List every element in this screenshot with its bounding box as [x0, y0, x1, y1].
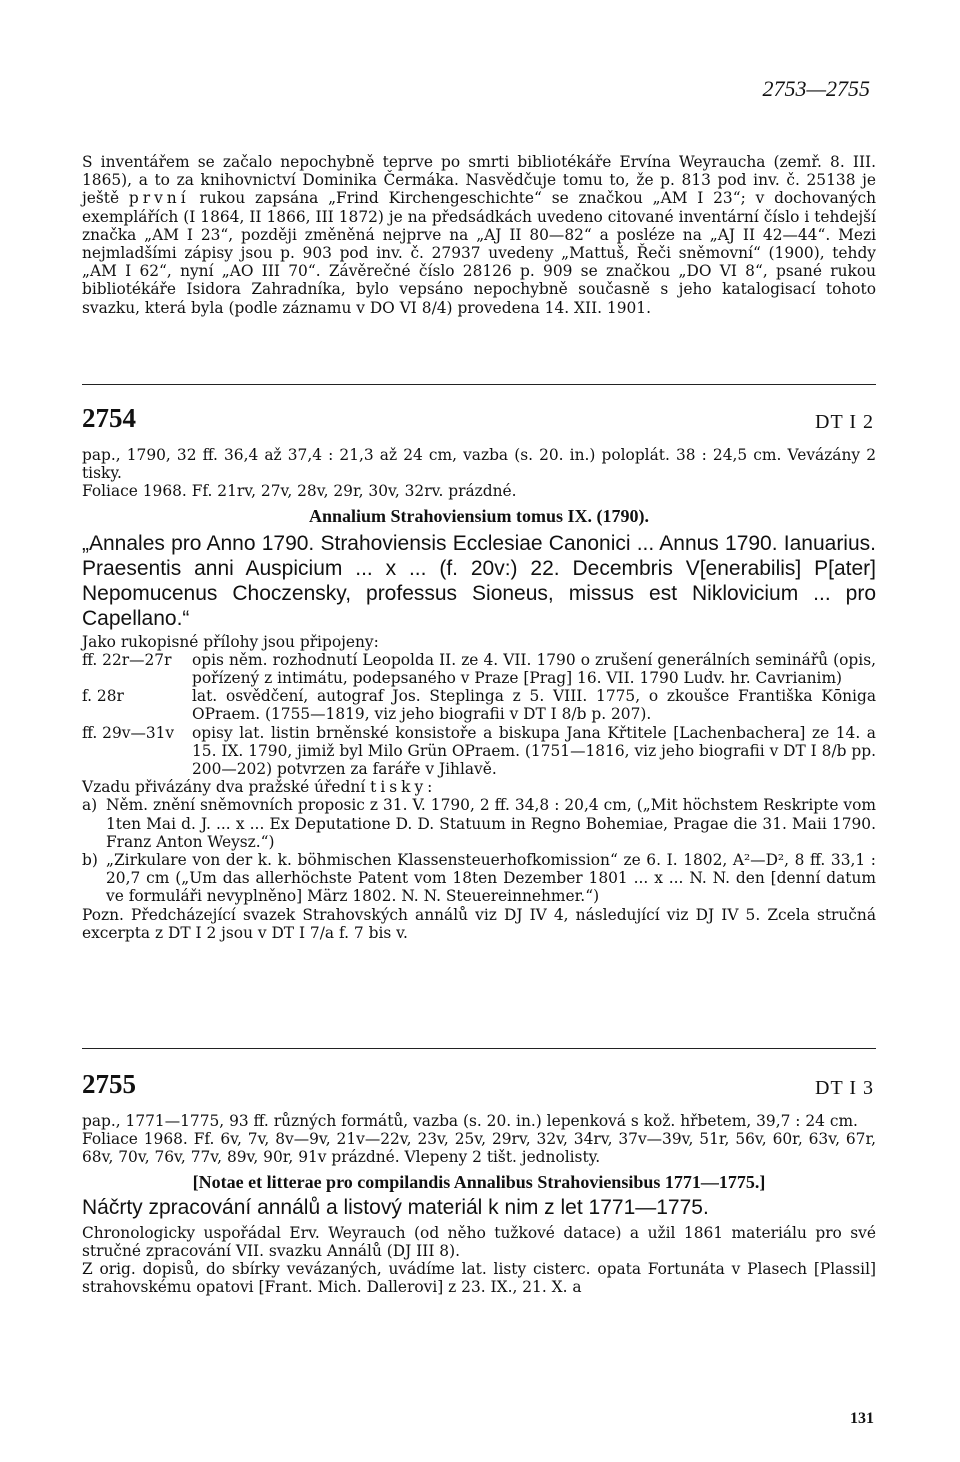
print-text: Něm. znění sněmovních proposic z 31. V. 1790, 2 ff. 34,8 : 20,4 cm, („Mit höchstem Reskripte vom 1ten Mai d. J. ... x ... Ex Deputatione D. D. Statuum in Regno Bohemiae, Pragae die 31. Maii 1790. Franz Anton Weysz.“): [106, 796, 876, 851]
attachment-text: lat. osvědčení, autograf Jos. Steplinga z 5. VIII. 1775, o zkoušce Františka Kōniga OPraem. (1755—1819, viz jeho biografii v DT I 8/b p. 207).: [192, 687, 876, 724]
attachment-label: f. 28r: [82, 687, 124, 706]
attachment-item: [82, 687, 876, 723]
print-item: [82, 796, 876, 851]
intro-text-b: rukou zapsána „Frind Kirchengeschichte“ se značkou „AM I 23“; v dochovaných exemplářích (I 1864, II 1866, III 1872) je na předsádkách uvedeno citované inventární číslo i tehdejší značka „AM I 23“, později změněná nejprve na „AJ II 80—82“ a posléze na „AJ II 42—44“. Mezi nejmladšími zápisy jsou p. 903 pod inv. č. 27937 uvedeny „Mattuš, Řeči sněmovní“ (1900), tehdy „AM I 62“, nyní „AO III 70“. Závěrečné číslo 28126 p. 909 se značkou „DO VI 8“, psané rukou bibliotékáře Isidora Zahradníka, bylo vepsáno nepochybně současně s jeho katalogisací tohoto svazku, která byla (podle záznamu v DO VI 8/4) provedena 14. XII. 1901.: [82, 189, 876, 317]
running-header: 2753—2755: [762, 76, 870, 101]
intro-spaced-word: první: [128, 189, 190, 208]
attachment-text: opis něm. rozhodnutí Leopolda II. ze 4. VII. 1790 o zrušení generálních seminářů (opis, pořízený z intimátu, podepsaného v Praze [Prag] 16. VII. 1790 Ludv. hr. Cavrianim): [192, 650, 876, 688]
entry-body-paragraph: Z orig. dopisů, do sbírky vevázaných, uvádíme lat. listy cisterc. opata Fortunáta v Plasech [Plassil] strahovskému opatovi [Frant. Mich. Dallerovi] z 23. IX., 21. X. a: [82, 1260, 876, 1297]
intro-text-a: S inventářem se začalo nepochybně teprve po smrti bibliotékáře Ervína Weyraucha (zemř. 8. III. 1865), a to za knihovnictví Dominika Čermáka. Nasvědčuje tomu to, že p. 813 pod inv. č. 25138 je ještě: [82, 153, 876, 208]
print-label: a): [82, 796, 98, 815]
print-label: b): [82, 851, 98, 870]
entry-signature: DT I 3: [815, 1077, 874, 1099]
entry-foliation: Foliace 1968. Ff. 6v, 7v, 8v—9v, 21v—22v, 23v, 25v, 29rv, 32v, 34rv, 37v—39v, 51r, 56v, 60r, 63v, 67r, 68v, 70v, 76v, 77v, 89v, 90r, 91v prázdné. Vlepeny 2 tišt. jednolisty.: [82, 1130, 876, 1167]
entry-title: [Notae et litterae pro compilandis Annalibus Strahoviensibus 1771—1775.]: [192, 1171, 766, 1192]
page-number: 131: [850, 1410, 874, 1427]
entry-heading: [82, 1066, 876, 1100]
intro-paragraph: [82, 153, 876, 317]
entry-number: 2755: [82, 1069, 136, 1099]
entry-body: [82, 446, 876, 942]
entry-signature: DT I 2: [815, 411, 874, 433]
attachment-label: ff. 29v—31v: [82, 723, 175, 742]
entry-foliation: Foliace 1968. Ff. 21rv, 27v, 28v, 29r, 30v, 32rv. prázdné.: [82, 482, 517, 501]
attachment-item: [82, 724, 876, 779]
entry-heading: [82, 400, 876, 434]
prints-intro-text: Vzadu přivázány dva pražské úřední: [82, 778, 371, 797]
entry-description: pap., 1771—1775, 93 ff. různých formátů, vazba (s. 20. in.) lepenková s kož. hřbetem, 39,7 : 24 cm.: [82, 1112, 858, 1130]
entry-title: Annalium Strahoviensium tomus IX. (1790).: [308, 505, 650, 526]
separator-rule: [82, 384, 876, 385]
prints-spaced-word: tisky: [370, 778, 428, 797]
prints-colon: :: [427, 778, 433, 797]
attachment-label: ff. 22r—27r: [82, 650, 172, 669]
attachment-text: opisy lat. listin brněnské konsistoře a biskupa Jana Křtitele [Lachenbachera] ze 14. a 15. IX. 1790, jimiž byl Milo Grün OPraem. (1751—1816, viz jeho biografii v DT I 8/b pp. 200—202) potvrzen za faráře v Jihlavě.: [192, 723, 876, 779]
entry-description: pap., 1790, 32 ff. 36,4 až 37,4 : 21,3 až 24 cm, vazba (s. 20. in.) poloplát. 38 : 24,5 cm. Vevázány 2 tisky.: [82, 446, 876, 483]
intro-section: [82, 153, 876, 317]
entry-subtitle: Náčrty zpracování annálů a listový materiál k nim z let 1771—1775.: [82, 1195, 709, 1219]
print-item: [82, 851, 876, 906]
attachment-item: [82, 651, 876, 687]
entry-number: 2754: [82, 403, 136, 433]
separator-rule: [82, 1048, 876, 1049]
attachments-intro: Jako rukopisné přílohy jsou připojeny:: [82, 632, 379, 651]
entry-note: Pozn. Předcházející svazek Strahovských annálů viz DJ IV 4, následující viz DJ IV 5. Zcela stručná excerpta z DT I 2 jsou v DT I 7/a f. 7 bis v.: [82, 905, 876, 942]
entry-body: [82, 1112, 876, 1296]
print-text: „Zirkulare von der k. k. böhmischen Klassensteuerhofkomission“ ze 6. I. 1802, A²—D², 8 ff. 33,1 : 20,7 cm („Um das allerhöchste Patent vom 18ten Dezember 1801 ... x ... N. N. den [denní datum ve formuláři nevyplněno] März 1802. N. N. Steuereinnehmer.“): [106, 851, 876, 906]
prints-intro: [82, 778, 876, 796]
entry-quote: „Annales pro Anno 1790. Strahoviensis Ecclesiae Canonici ... Annus 1790. Ianuarius. Praesentis anni Auspicium ... x ... (f. 20v:) 22. Decembris V[enerabilis] P[ater] Nepomucenus Choczensky, professus Sioneus, missus est Niklovicium ... pro Capellano.“: [82, 531, 876, 630]
entry-body-paragraph: Chronologicky uspořádal Erv. Weyrauch (od něho tužkové datace) a užil 1861 materiálu pro své stručné zpracování VII. svazku Annálů (DJ III 8).: [82, 1223, 876, 1260]
